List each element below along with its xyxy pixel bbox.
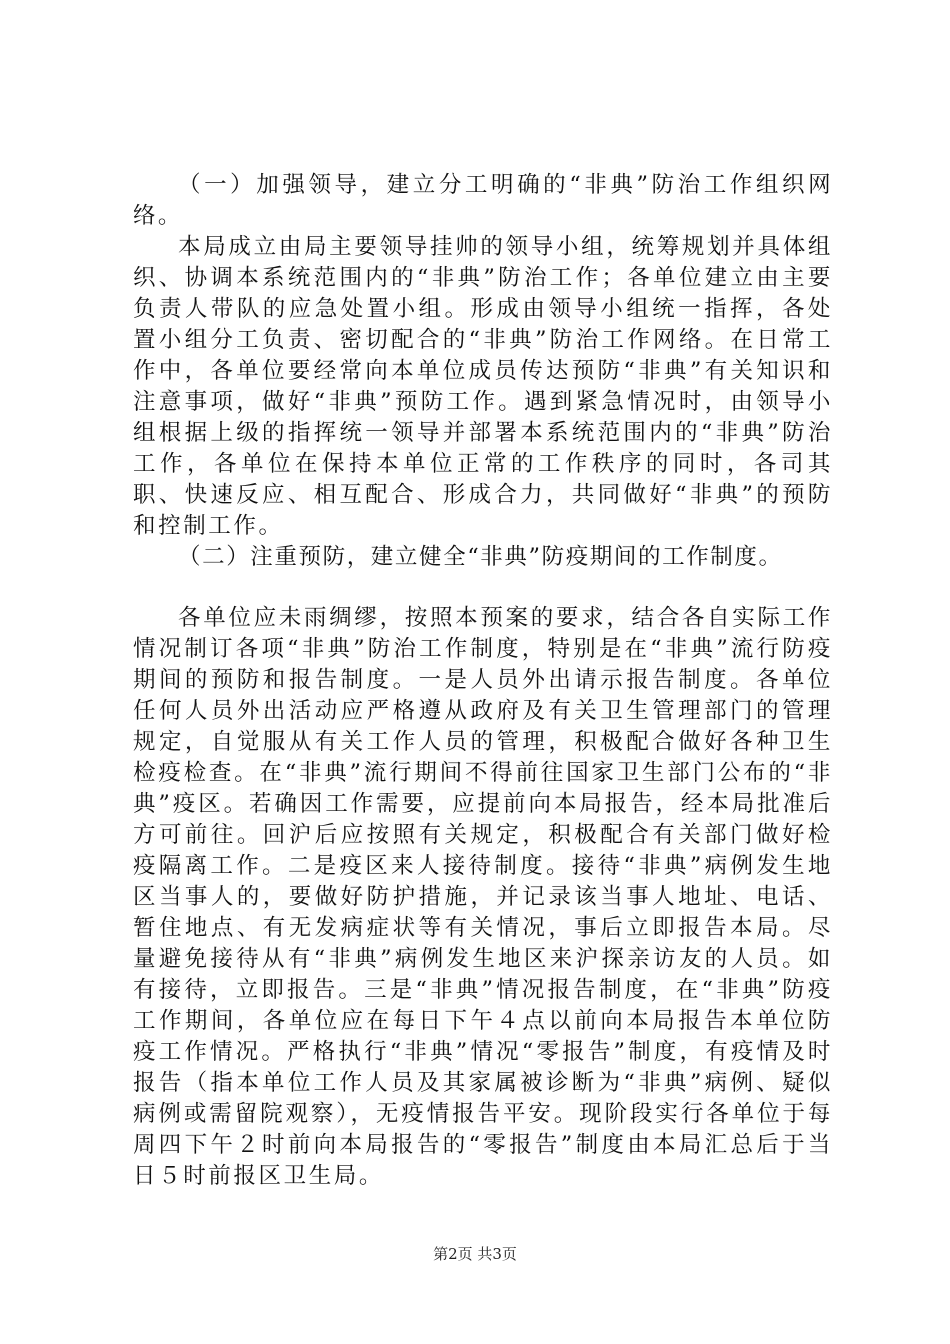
document-body [133,170,833,1192]
section-heading-1: （一）加强领导，建立分工明确的“非典”防治工作组织网络。 [133,172,833,229]
section-paragraph-1: 本局成立由局主要领导挂帅的领导小组，统筹规划并具体组织、协调本系统范围内的“非典”防治工作；各单位建立由主要负责人带队的应急处置小组。形成由领导小组统一指挥，各处置小组分工负责、密切配合的“非典”防治工作网络。在日常工作中，各单位要经常向本单位成员传达预防“非典”有关知识和注意事项，做好“非典”预防工作。遇到紧急情况时，由领导小组根据上级的指挥统一领导并部署本系统范围内的“非典”防治工作，各单位在保持本单位正常的工作秩序的同时，各司其职、快速反应、相互配合、形成合力，共同做好“非典”的预防和控制工作。 [133,234,833,539]
section-heading-2: （二）注重预防，建立健全“非典”防疫期间的工作制度。 [178,544,783,570]
page-footer: 第2页 共3页 [433,1245,517,1263]
section-paragraph-2: 各单位应未雨绸缪，按照本预案的要求，结合各自实际工作情况制订各项“非典”防治工作制度，特别是在“非典”流行防疫期间的预防和报告制度。一是人员外出请示报告制度。各单位任何人员外出活动应严格遵从政府及有关卫生管理部门的管理规定，自觉服从有关工作人员的管理，积极配合做好各种卫生检疫检查。在“非典”流行期间不得前往国家卫生部门公布的“非典”疫区。若确因工作需要，应提前向本局报告，经本局批准后方可前往。回沪后应按照有关规定，积极配合有关部门做好检疫隔离工作。二是疫区来人接待制度。接待“非典”病例发生地区当事人的，要做好防护措施，并记录该当事人地址、电话、暂住地点、有无发病症状等有关情况，事后立即报告本局。尽量避免接待从有“非典”病例发生地区来沪探亲访友的人员。如有接待，立即报告。三是“非典”情况报告制度，在“非典”防疫工作期间，各单位应在每日下午４点以前向本局报告本单位防疫工作情况。严格执行“非典”情况“零报告”制度，有疫情及时报告（指本单位工作人员及其家属被诊断为“非典”病例、疑似病例或需留院观察），无疫情报告平安。现阶段实行各单位于每周四下午２时前向本局报告的“零报告”制度由本局汇总后于当日５时前报区卫生局。 [133,605,833,1189]
